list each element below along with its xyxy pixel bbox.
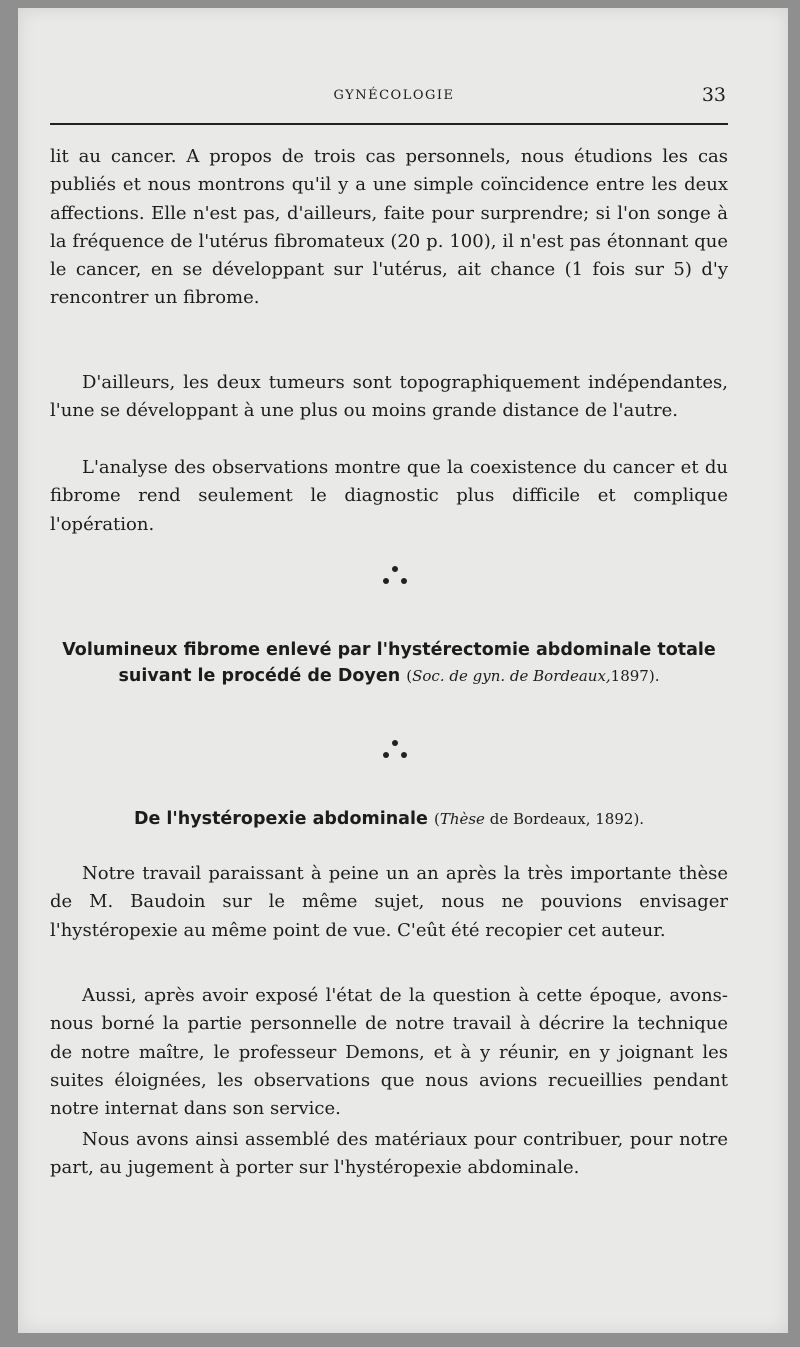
citation-rest-hysteropexie: de Bordeaux, 1892). [489,810,645,828]
paragraph-3: L'analyse des observations montre que la coexistence du cancer et du fibrome rend seulement le diagnostic plus difficile et complique l'opération. [50,457,728,535]
citation-hysteropexie: (Thèse de Bordeaux, 1892). [433,810,645,828]
citation-source-hysteropexie: Thèse [439,810,485,828]
paragraph-4: Notre travail paraissant à peine un an après la très importante thèse de M. Baudoin sur le même sujet, nous ne pouvions envisager l'hystéropexie au même point de vue. C'eût été recopier cet auteur. [50,863,728,941]
section-heading-fibrome [50,637,728,689]
running-head: GYNÉCOLOGIE [333,88,455,103]
citation-source-fibrome: Soc. de gyn. de Bordeaux, [412,667,611,685]
paragraph-1: lit au cancer. A propos de trois cas personnels, nous étudions les cas publiés et nous montrons qu'il y a une simple coïncidence entre les deux affections. Elle n'est pas, d'ailleurs, faite pour surprendre; si l'on songe à la fréquence de l'utérus fibromateux (20 p. 100), il n'est pas étonnant que le cancer, en se développant sur l'utérus, ait chance (1 fois sur 5) d'y rencontrer un fibrome. [50,146,728,309]
section-heading-hysteropexie [50,806,728,832]
section-title-hysteropexie: De l'hystéropexie abdominale [133,809,428,829]
header-rule [50,123,728,125]
page-header [62,82,726,112]
asterism-separator-1 [380,564,410,590]
citation-year-fibrome: 1897). [610,667,660,685]
paragraph-6: Nous avons ainsi assemblé des matériaux pour contribuer, pour notre part, au jugement à porter sur l'hystéropexie abdominale. [50,1129,728,1179]
asterism-separator-2 [380,738,410,764]
section-title-fibrome: Volumineux fibrome enlevé par l'hystérectomie abdominale totale suivant le procédé de Doyen [62,640,716,686]
paragraph-2: D'ailleurs, les deux tumeurs sont topographiquement indépendantes, l'une se développant à une plus ou moins grande distance de l'autre. [50,372,728,422]
page-number: 33 [701,84,726,106]
citation-fibrome: (Soc. de gyn. de Bordeaux,1897). [406,667,660,685]
paragraph-5: Aussi, après avoir exposé l'état de la question à cette époque, avons-nous borné la partie personnelle de notre travail à décrire la technique de notre maître, le professeur Demons, et à y réunir, en y joignant les suites éloignées, les observations que nous avions recueillies pendant notre internat dans son service. [50,985,728,1120]
